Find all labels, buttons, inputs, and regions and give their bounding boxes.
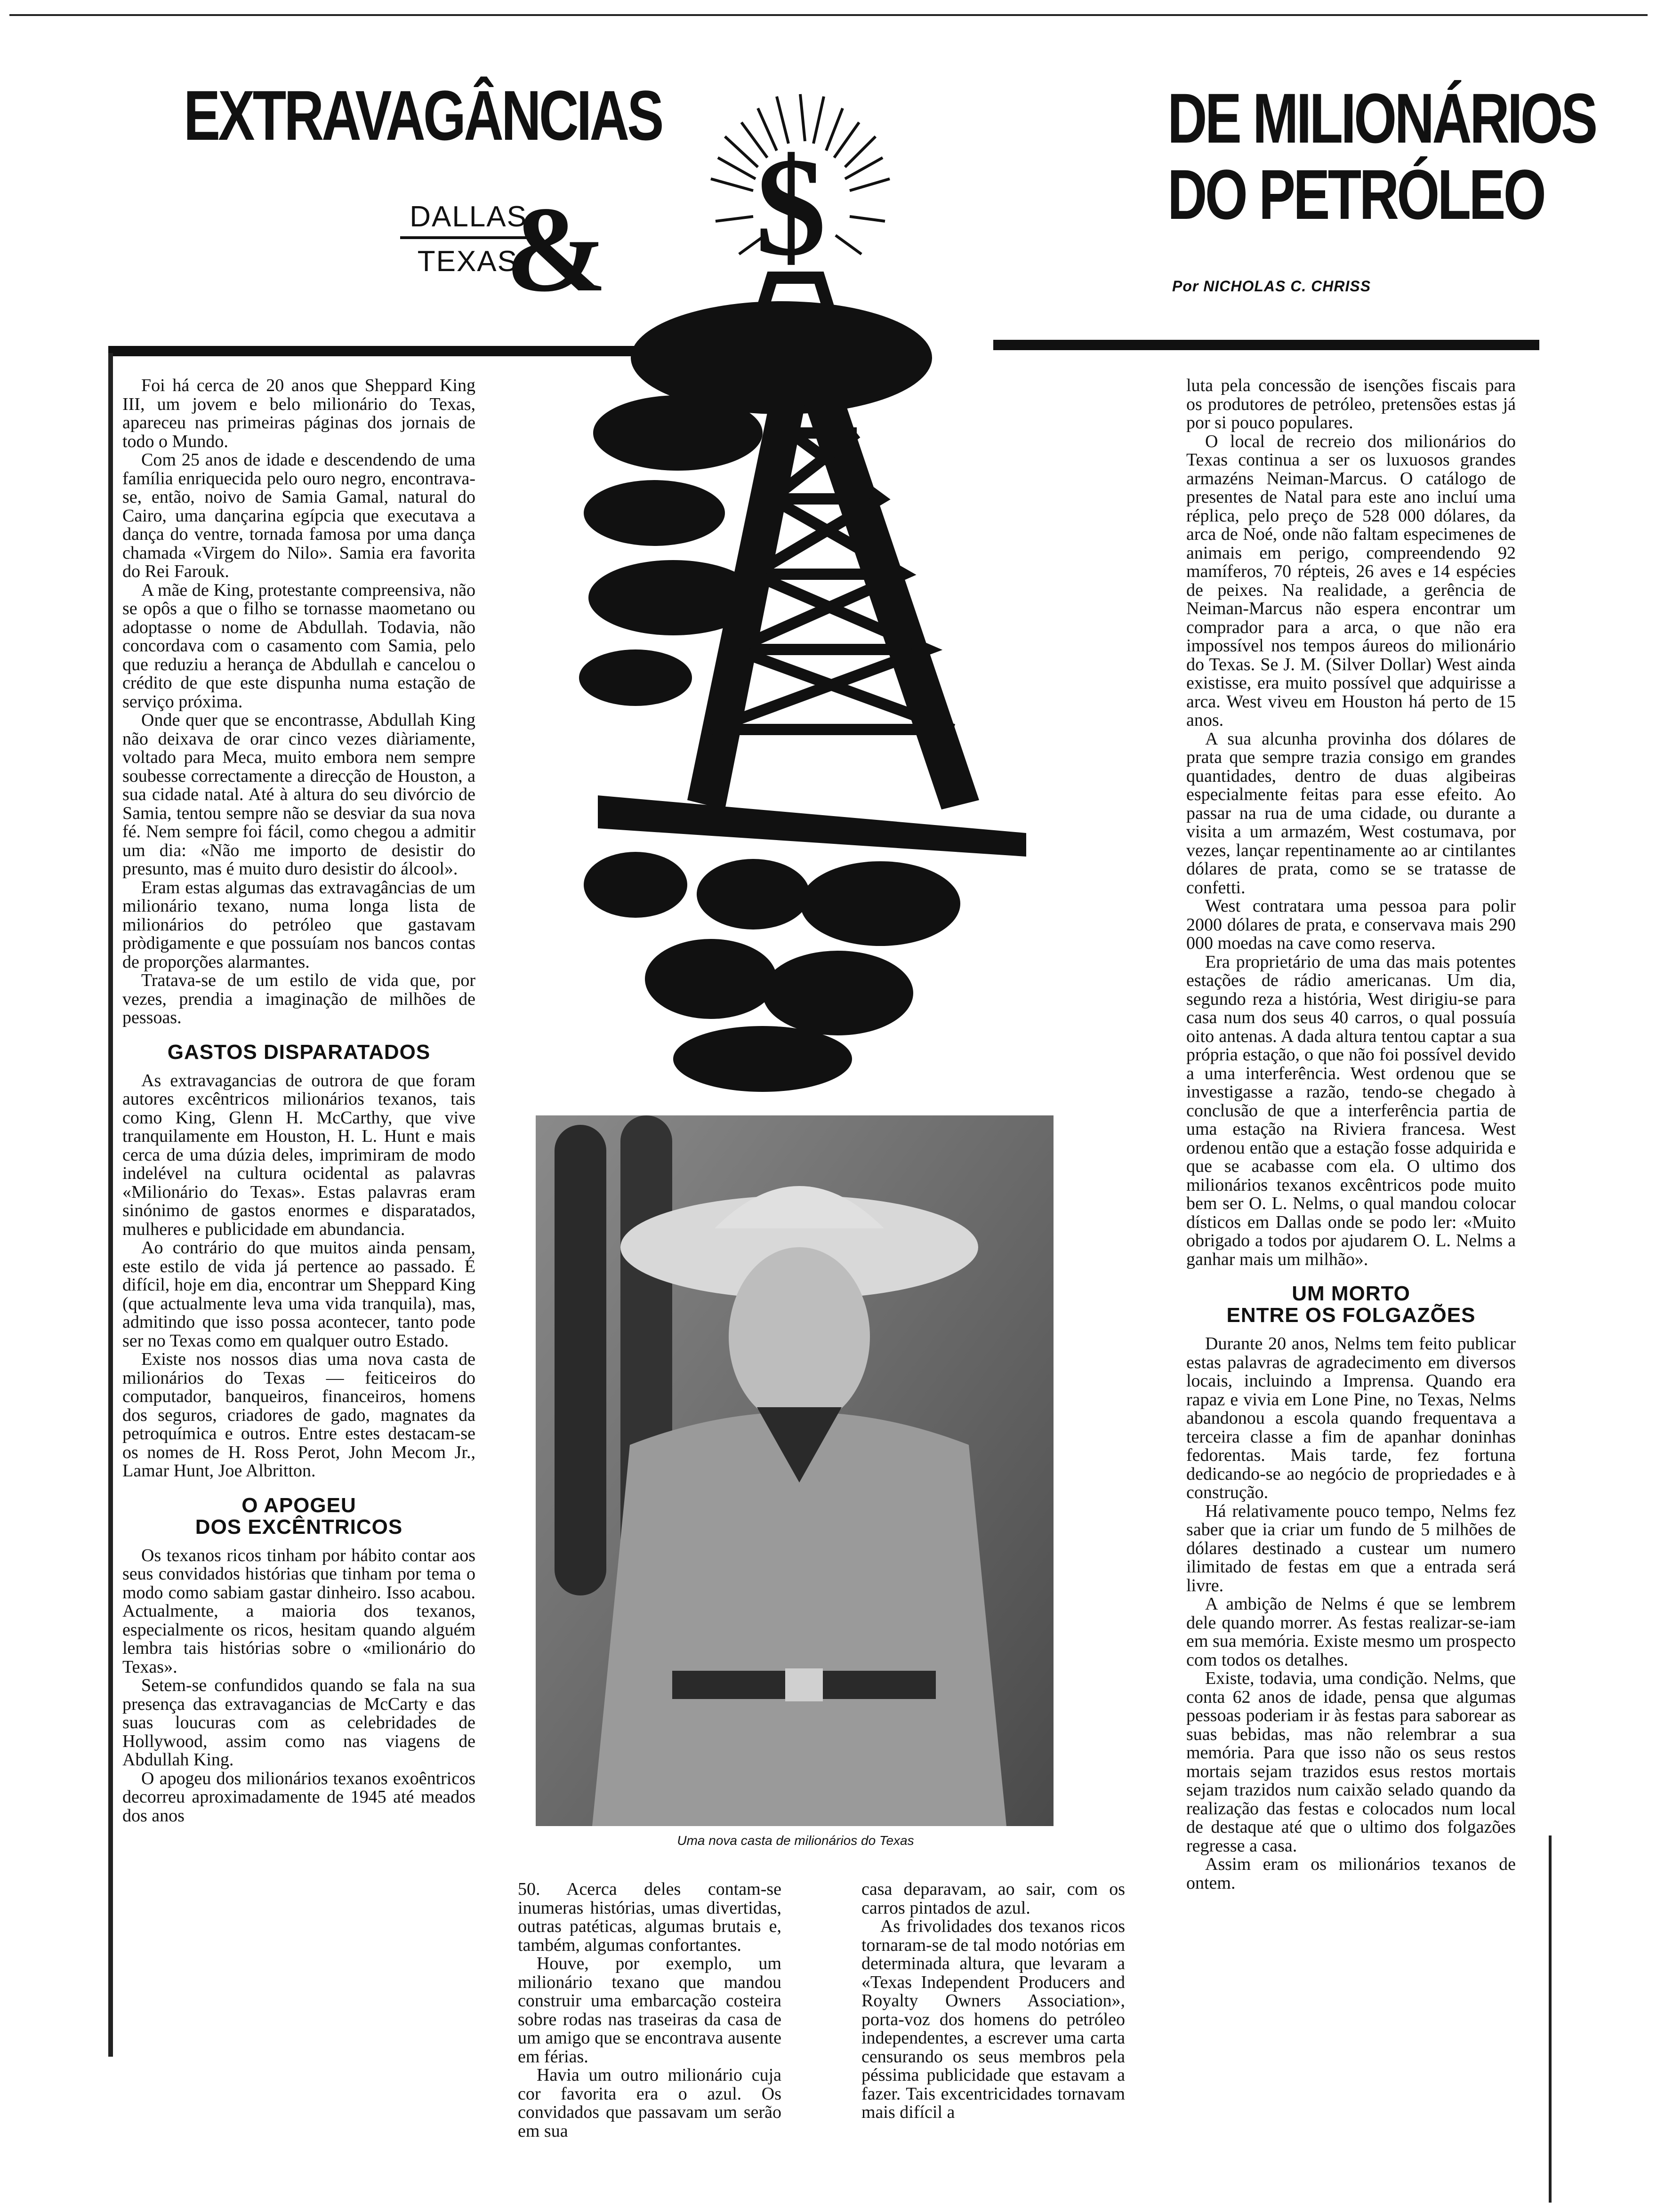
column-1 bbox=[122, 377, 475, 1825]
photo-image bbox=[536, 1115, 1054, 1826]
col4-paragraph: West contratara uma pessoa para polir 2000 dólares de prata, e conservava mais 290 000 moedas na cave como reserva. bbox=[1186, 896, 1516, 953]
col1-paragraph: Ao contrário do que muitos ainda pensam, este estilo de vida já pertence ao passado. É difícil, hoje em dia, encontrar um Sheppard King (que actualmente leva uma vida tranquila), mas, admitindo que isso possa acontecer, tanto pode ser no Texas como em qualquer outro Estado. bbox=[122, 1238, 475, 1351]
right-edge-line bbox=[1549, 1835, 1552, 2203]
column-2-bottom bbox=[518, 1880, 781, 2140]
col4-paragraph: Durante 20 anos, Nelms tem feito publicar estas palavras de agradecimento em diversos locais, incluindo a Imprensa. Quando era rapaz e vivia em Lone Pine, no Texas, Nelms abandonou a escola quando frequentava a terceira classe a fim de apanhar doninhas fedorentas. Mais tarde, fez fortuna dedicando-se ao negócio de propriedades e à construção. bbox=[1186, 1334, 1516, 1502]
col2-paragraph: Havia um outro milionário cuja cor favorita era o azul. Os convidados que passavam um serão em sua bbox=[518, 2065, 781, 2141]
col1-paragraph: O apogeu dos milionários texanos exoêntricos decorreu aproximadamente de 1945 até meados dos anos bbox=[122, 1768, 475, 1826]
belt-buckle bbox=[785, 1668, 823, 1701]
subhead-apogeu bbox=[122, 1495, 475, 1538]
cactus-left bbox=[555, 1125, 606, 1595]
headline-right-line1: DE MILIONÁRIOS bbox=[1167, 79, 1596, 158]
subhead-apogeu-line1: O APOGEU bbox=[241, 1493, 356, 1517]
dollar-sign-icon: $ bbox=[756, 128, 826, 285]
ampersand-glyph: & bbox=[505, 182, 607, 317]
col4-paragraph: luta pela concessão de isenções fiscais para os produtores de petróleo, pretensões estas já por si pouco populares. bbox=[1186, 376, 1516, 433]
dateline-state: TEXAS bbox=[417, 245, 518, 278]
column-3-bottom bbox=[861, 1880, 1125, 2122]
col1-paragraph: A mãe de King, protestante compreensiva, não se opôs a que o filho se tornasse maometano ou adoptasse o nome de Abdullah. Todavia, não concordava com o casamento com Samia, pelo que reduziu a herança de Abdullah e cancelou o crédito de que este dispunha numa estação de serviço próxima. bbox=[122, 580, 475, 712]
col4-paragraph: O local de recreio dos milionários do Texas continua a ser os luxuosos grandes armazéns Neiman-Marcus. O catálogo de presentes de Natal para este ano incluí uma réplica, pelo preço de 528 000 dólares, da arca de Noé, onde não faltam especimenes de animais em perigo, compreendendo 92 mamíferos, 70 répteis, 26 aves e 14 espécies de peixes. Na realidade, a gerência de Neiman-Marcus não espera encontrar um comprador para a arca, o que não era impossível nos tempos áureos do milionário do Texas. Se J. M. (Silver Dollar) West ainda existisse, era muito possível que adquirisse a arca. West viveu em Houston há perto de 15 anos. bbox=[1186, 431, 1516, 730]
col1-paragraph: Com 25 anos de idade e descendendo de uma família enriquecida pelo ouro negro, encontrava-se, então, noivo de Samia Gamal, natural do Cairo, uma dançarina egípcia que executava a dança do ventre, tornada famosa por uma dança chamada «Virgem do Nilo». Samia era favorita do Rei Farouk. bbox=[122, 450, 475, 581]
subhead-morto-line2: ENTRE OS FOLGAZÕES bbox=[1226, 1304, 1476, 1327]
col2-paragraph: Houve, por exemplo, um milionário texano que mandou construir uma embarcação costeira sobre rodas nas traseiras da casa de um amigo que se encontrava ausente em férias. bbox=[518, 1954, 781, 2067]
col4-paragraph: A sua alcunha provinha dos dólares de prata que sempre trazia consigo em grandes quantidades, dentro de duas algibeiras especialmente feitas para esse efeito. Ao passar na rua de uma cidade, ou durante a visita a um armazém, West costumava, por vezes, lançar repentinamente ao ar cintilantes dólares de prata, como se se tratasse de confetti. bbox=[1186, 729, 1516, 898]
col4-paragraph: Há relativamente pouco tempo, Nelms fez saber que ia criar um fundo de 5 milhões de dólares destinado a custear um numero ilimitado de festas em que a entrada será livre. bbox=[1186, 1501, 1516, 1595]
col4-paragraph: Era proprietário de uma das mais potentes estações de rádio americanas. Um dia, segundo reza a história, West dirigiu-se para casa num dos seus 40 carros, o qual possuía oito antenas. A dada altura tentou captar a sua própria estação, o que não foi possível devido a uma interferência. West ordenou que se investigasse a razão, tendo-se chegado à conclusão de que a interferência partia de uma estação na Riviera francesa. West ordenou então que a estação fosse adquirida e que se acabasse com ela. O ultimo dos milionários texanos excêntricos pode muito bem ser O. L. Nelms, o qual mandou colocar dísticos em Dallas onde se podo ler: «Muito obrigado a todos por ajudarem O. L. Nelms a ganhar mais um milhão». bbox=[1186, 952, 1516, 1269]
col1-paragraph: Eram estas algumas das extravagâncias de um milionário texano, numa longa lista de milionários do petróleo que gastavam pròdigamente e que possuíam nos bancos contas de proporções alarmantes. bbox=[122, 877, 475, 972]
col2-paragraph: 50. Acerca deles contam-se inumeras histórias, umas divertidas, outras patéticas, algumas brutais e, também, algumas confortantes. bbox=[518, 1879, 781, 1955]
top-edge-line bbox=[9, 14, 1648, 16]
dateline-city: DALLAS bbox=[410, 200, 527, 233]
subhead-morto-line1: UM MORTO bbox=[1292, 1282, 1410, 1305]
headline-right bbox=[1064, 79, 1596, 234]
subhead-gastos: GASTOS DISPARATADOS bbox=[167, 1040, 431, 1064]
col1-paragraph: Existe nos nossos dias uma nova casta de milionários do Texas — feiticeiros do computador, banqueiros, financeiros, homens dos seguros, criadores de gado, magnates da petroquímica e outros. Entre estes destacam-se os nomes de H. Ross Perot, John Mecom Jr., Lamar Hunt, Joe Albritton. bbox=[122, 1349, 475, 1481]
left-vertical-rule bbox=[108, 353, 113, 2057]
cowboy-photo bbox=[536, 1115, 1054, 1826]
oil-derrick-illustration bbox=[555, 75, 1045, 1097]
subhead-apogeu-line2: DOS EXCÊNTRICOS bbox=[195, 1515, 403, 1539]
headline-right-line2: DO PETRÓLEO bbox=[1167, 155, 1544, 234]
col1-paragraph: Tratava-se de um estilo de vida que, por vezes, prendia a imaginação de milhões de pessoas. bbox=[122, 970, 475, 1027]
headline-left: EXTRAVAGÂNCIAS bbox=[184, 76, 662, 155]
derrick-icon bbox=[579, 278, 1026, 1092]
photo-caption: Uma nova casta de milionários do Texas bbox=[677, 1833, 914, 1848]
right-header-bar bbox=[993, 340, 1539, 350]
col4-paragraph: Assim eram os milionários texanos de ontem. bbox=[1186, 1854, 1516, 1893]
subhead-morto bbox=[1186, 1283, 1516, 1326]
col1-paragraph: Setem-se confundidos quando se fala na sua presença das extravagancias de McCarty e das suas loucuras com as celebridades de Hollywood, assim como nas viagens de Abdullah King. bbox=[122, 1675, 475, 1770]
byline: Por NICHOLAS C. CHRISS bbox=[1172, 278, 1371, 295]
col1-paragraph: Onde quer que se encontrasse, Abdullah King não deixava de orar cinco vezes diàriamente, voltado para Meca, muito embora nem sempre soubesse correctamente a direcção de Houston, a sua cidade natal. Até à altura do seu divórcio de Samia, tentou sempre não se desviar da sua nova fé. Nem sempre foi fácil, como chegou a admitir um dia: «Não me importo de desistir do presunto, mas é muito duro desistir do álcool». bbox=[122, 710, 475, 879]
col3-paragraph: As frivolidades dos texanos ricos tornaram-se de tal modo notórias em determinada altura, que levaram a «Texas Independent Producers and Royalty Owners Association», porta-voz dos homens do petróleo independentes, a escrever uma carta censurando os seus membros pela péssima publicidade que estavam a fazer. Tais excentricidades tornavam mais difícil a bbox=[861, 1916, 1125, 2122]
face bbox=[729, 1247, 870, 1426]
column-4 bbox=[1186, 377, 1516, 1892]
col4-paragraph: A ambição de Nelms é que se lembrem dele quando morrer. As festas realizar-se-iam em sua memória. Existe mesmo um prospecto com todos os detalhes. bbox=[1186, 1594, 1516, 1670]
col3-paragraph: casa deparavam, ao sair, com os carros pintados de azul. bbox=[861, 1879, 1125, 1918]
col1-paragraph: Foi há cerca de 20 anos que Sheppard King III, um jovem e belo milionário do Texas, apareceu nas primeiras páginas dos jornais de todo o Mundo. bbox=[122, 376, 475, 451]
col4-paragraph: Existe, todavia, uma condição. Nelms, que conta 62 anos de idade, pensa que algumas pessoas poderiam ir às festas para saborear as suas bebidas, mas não relembrar a sua memória. Para que isso não os seus restos mortais sejam trazidos esus restos mortais sejam trazidos num caixão selado quando da realização das festas e colocados num local de destaque até que o ultimo dos folgazões regresse a casa. bbox=[1186, 1668, 1516, 1856]
col1-paragraph: As extravagancias de outrora de que foram autores excêntricos milionários texanos, tais como King, Glenn H. McCarthy, que vive tranquilamente em Houston, H. L. Hunt e mais cerca de uma dúzia deles, imprimiram de modo indelével na cultura ocidental as palavras «Milionário do Texas». Estas palavras eram sinónimo de gastos enormes e disparatados, mulheres e publicidade em abundancia. bbox=[122, 1070, 475, 1239]
col1-paragraph: Os texanos ricos tinham por hábito contar aos seus convidados histórias que tinham por tema o modo como sabiam gastar dinheiro. Isso acabou. Actualmente, a maioria dos texanos, especialmente os ricos, hesitam quando alguém lembra tais histórias sobre o «milionário do Texas». bbox=[122, 1545, 475, 1677]
